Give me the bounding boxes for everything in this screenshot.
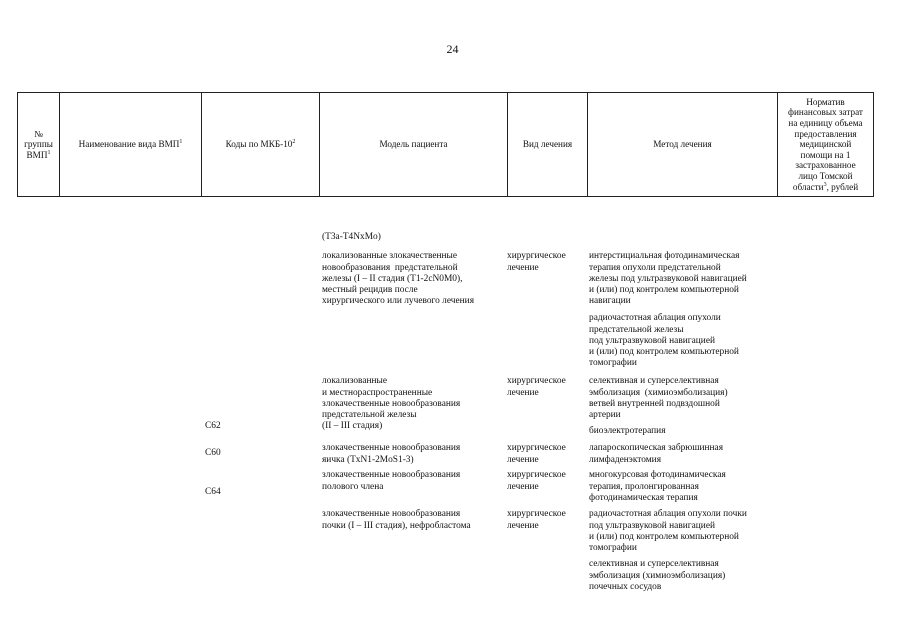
row-5-treatment-method-a: радиочастотная аблация опухоли почки под ультразвуковой навигацией и (или) под контролем компьютерной томографии [589, 509, 747, 554]
header-cost-norm: Норматив финансовых затрат на единицу объема предоставления медицинской помощи на 1 застрахованное лицо Томской области$^3$, рублей [778, 93, 874, 197]
page-number: 24 [446, 42, 459, 56]
row-1-patient-model: локализованные злокачественные новообразования предстательной железы (I – II стадия (T1-2cN0M0), местный рецидив после хирургического или лучевого лечения [322, 251, 475, 307]
row-3-patient-model: злокачественные новообразования яичка (TxN1-2MoS1-3) [322, 443, 461, 465]
header-patient-model: Модель пациента [320, 93, 508, 197]
header-group-number: № группы ВМП$^1$ [18, 93, 60, 197]
row-4-treatment-type: хирургическое лечение [507, 470, 566, 492]
row-1-treatment-method-b: радиочастотная аблация опухоли предстательной железы под ультразвуковой навигацией и (или) под контролем компьютерной томографии [589, 313, 739, 369]
row-1-treatment-method-a: интерстициальная фотодинамическая терапия опухоли предстательной железы под ультразвуковой навигацией и (или) под контролем компьютерной навигации [589, 251, 747, 307]
header-treatment-type: Вид лечения [508, 93, 588, 197]
row-3-icd-code: C62 [205, 421, 221, 431]
header-treatment-method: Метод лечения [588, 93, 778, 197]
row-3-treatment-type: хирургическое лечение [507, 443, 566, 465]
row-4-patient-model: злокачественные новообразования полового члена [322, 470, 461, 492]
row-0-patient-model: (T3a-T4NxMo) [322, 232, 381, 243]
row-4-treatment-method: многокурсовая фотодинамическая терапия, пролонгированная фотодинамическая терапия [589, 470, 726, 503]
row-4-icd-code: C60 [205, 448, 221, 458]
row-5-patient-model: злокачественные новообразования почки (I – III стадия), нефробластома [322, 509, 471, 531]
row-2-treatment-type: хирургическое лечение [507, 376, 566, 398]
row-5-treatment-type: хирургическое лечение [507, 509, 566, 531]
row-2-patient-model: локализованные и местнораспространенные злокачественные новообразования предстательной железы (II – III стадия) [322, 376, 461, 432]
row-1-treatment-type: хирургическое лечение [507, 251, 566, 273]
row-3-treatment-method: лапароскопическая забрюшинная лимфаденэктомия [589, 443, 724, 465]
row-5-icd-code: C64 [205, 487, 221, 497]
row-2-treatment-method-b: биоэлектротерапия [589, 426, 666, 437]
header-vmp-name: Наименование вида ВМП$^1$ [60, 93, 202, 197]
row-5-treatment-method-b: селективная и суперселективная эмболизация (химиоэмболизация) почечных сосудов [589, 559, 726, 592]
header-icd-codes: Коды по МКБ-$10^2$ [202, 93, 320, 197]
row-2-treatment-method-a: селективная и суперселективная эмболизация (химиоэмболизация) ветвей внутренней подвздошной артерии [589, 376, 728, 421]
